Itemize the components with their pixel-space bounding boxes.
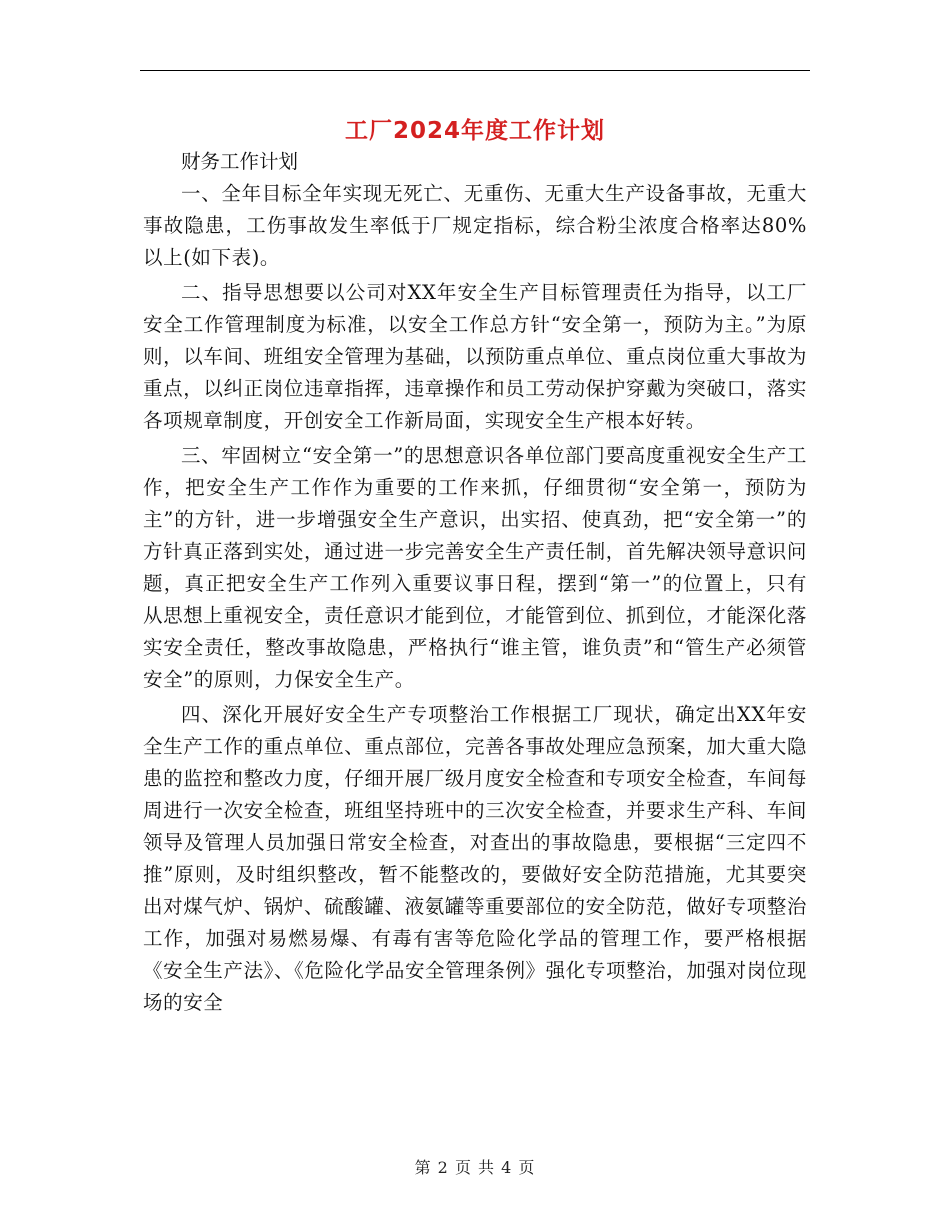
paragraph-3: 三、牢固树立“安全第一”的思想意识各单位部门要高度重视安全生产工作，把安全生产工作作为重要的工作来抓，仔细贯彻“安全第一，预防为主”的方针，进一步增强安全生产意识，出实招、使真劲，把“安全第一”的方针真正落到实处，通过进一步完善安全生产责任制，首先解决领导意识问题，真正把安全生产工作列入重要议事日程，摆到“第一”的位置上，只有从思想上重视安全，责任意识才能到位，才能管到位、抓到位，才能深化落实安全责任，整改事故隐患，严格执行“谁主管，谁负责”和“管生产必须管安全”的原则，力保安全生产。 — [143, 444, 807, 691]
page-footer: 第 2 页 共 4 页 — [414, 1158, 536, 1177]
section-heading: 财务工作计划 — [181, 150, 299, 173]
paragraph-4: 四、深化开展好安全生产专项整治工作根据工厂现状，确定出XX年安全生产工作的重点单位、重点部位，完善各事故处理应急预案，加大重大隐患的监控和整改力度，仔细开展厂级月度安全检查和专项安全检查，车间每周进行一次安全检查，班组坚持班中的三次安全检查，并要求生产科、车间领导及管理人员加强日常安全检查，对查出的事故隐患，要根据“三定四不推”原则，及时组织整改，暂不能整改的，要做好安全防范措施，尤其要突出对煤气炉、锅炉、硫酸罐、液氨罐等重要部位的安全防范，做好专项整治工作，加强对易燃易爆、有毒有害等危险化学品的管理工作，要严格根据《安全生产法》、《危险化学品安全管理条例》强化专项整治，加强对岗位现场的安全 — [143, 703, 807, 1014]
document-body — [143, 146, 807, 1019]
paragraph-2: 二、指导思想要以公司对XX年安全生产目标管理责任为指导，以工厂安全工作管理制度为标准，以安全工作总方针“安全第一，预防为主。”为原则，以车间、班组安全管理为基础，以预防重点单位、重点岗位重大事故为重点，以纠正岗位违章指挥，违章操作和员工劳动保护穿戴为突破口，落实各项规章制度，开创安全工作新局面，实现安全生产根本好转。 — [143, 281, 807, 432]
paragraph-1: 一、全年目标全年实现无死亡、无重伤、无重大生产设备事故，无重大事故隐患，工伤事故发生率低于厂规定指标，综合粉尘浓度合格率达80%以上(如下表)。 — [143, 182, 807, 269]
header-rule — [140, 70, 810, 71]
document-title: 工厂2024年度工作计划 — [344, 118, 605, 144]
